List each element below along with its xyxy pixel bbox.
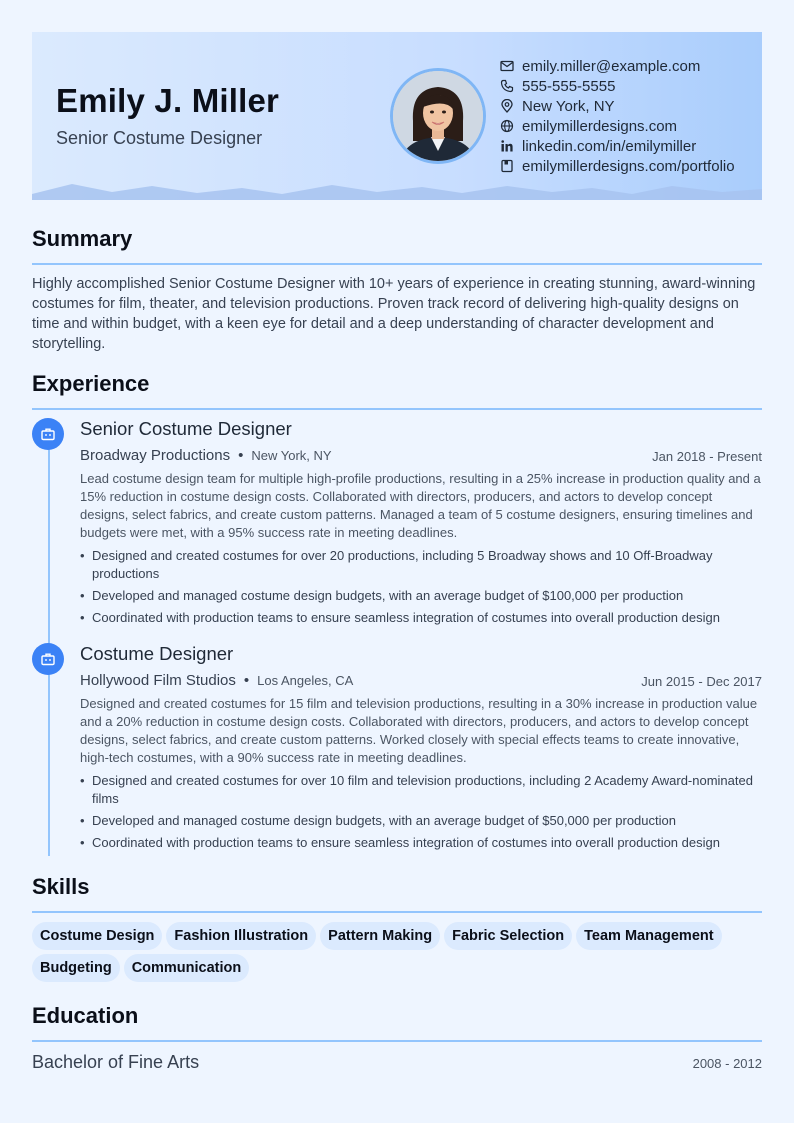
- portfolio-icon: [500, 159, 514, 173]
- contact-location: [500, 96, 735, 116]
- briefcase-icon: [40, 651, 56, 667]
- contact-email-text: emily.miller@example.com: [522, 57, 701, 75]
- achievement-item: • Developed and managed costume design budgets, with an average budget of $100,000 per production: [80, 587, 762, 605]
- skill-chip: Pattern Making: [320, 922, 440, 950]
- contact-website[interactable]: [500, 116, 735, 136]
- skill-chip: Communication: [124, 954, 250, 982]
- job-achievements: [80, 547, 762, 631]
- section-divider: [32, 408, 762, 410]
- job-dates: Jun 2015 - Dec 2017: [641, 674, 762, 689]
- section-title-experience: Experience: [32, 371, 150, 396]
- linkedin-icon: [500, 139, 514, 153]
- summary-text: Highly accomplished Senior Costume Designer with 10+ years of experience in creating stunning, award-winning costumes for film, theater, and television productions. Proven track record of delivering high-quality designs on time and within budget, with a keen eye for detail and a deep understanding of character development and storytelling.: [32, 276, 756, 352]
- email-icon: [500, 59, 514, 73]
- job-title: Senior Costume Designer: [80, 418, 292, 439]
- job-location: Los Angeles, CA: [257, 673, 354, 688]
- job-entry: [32, 418, 762, 634]
- avatar-portrait: [393, 71, 483, 161]
- contact-email[interactable]: [500, 56, 735, 76]
- briefcase-icon: [40, 426, 56, 442]
- job-company: Hollywood Film Studios: [80, 672, 236, 689]
- job-location: New York, NY: [251, 448, 332, 463]
- contact-portfolio-text: emilymillerdesigns.com/portfolio: [522, 157, 735, 175]
- contact-phone[interactable]: [500, 76, 735, 96]
- separator-dot: •: [243, 672, 250, 689]
- contact-linkedin[interactable]: [500, 136, 735, 156]
- contact-linkedin-text: linkedin.com/in/emilymiller: [522, 137, 697, 155]
- achievement-item: • Designed and created costumes for over 10 film and television productions, including 2 Academy Award-nominated films: [80, 772, 762, 808]
- skills-list: [32, 922, 762, 986]
- header-mountains-decoration: [32, 180, 762, 200]
- contact-location-text: New York, NY: [522, 97, 615, 115]
- job-description: Designed and created costumes for 15 film and television productions, resulting in a 30% increase in production value and a 20% reduction in costume design costs. Collaborated with directors, producers, and actors to develop concept designs, select fabrics, and create custom patterns. Worked closely with special effects teams to create innovative, high-tech costumes, with a 90% success rate in meeting deadlines.: [80, 696, 758, 765]
- skill-chip: Fabric Selection: [444, 922, 572, 950]
- achievement-item: • Coordinated with production teams to ensure seamless integration of costumes into overall production design: [80, 609, 762, 627]
- location-icon: [500, 99, 514, 113]
- section-divider: [32, 911, 762, 913]
- phone-icon: [500, 79, 514, 93]
- avatar: [390, 68, 486, 164]
- section-title-skills: Skills: [32, 874, 90, 899]
- education-dates: 2008 - 2012: [692, 1056, 762, 1071]
- job-company: Broadway Productions: [80, 447, 231, 464]
- achievement-item: • Coordinated with production teams to ensure seamless integration of costumes into overall production design: [80, 834, 762, 852]
- achievement-item: • Designed and created costumes for over 20 productions, including 5 Broadway shows and 10 Off-Broadway productions: [80, 547, 762, 583]
- contact-list: [500, 56, 735, 176]
- skill-chip: Team Management: [576, 922, 721, 950]
- job-achievements: [80, 772, 762, 856]
- skill-chip: Budgeting: [32, 954, 120, 982]
- job-dates: Jan 2018 - Present: [652, 449, 762, 464]
- contact-website-text: emilymillerdesigns.com: [522, 117, 678, 135]
- job-dot: [32, 643, 64, 675]
- contact-portfolio[interactable]: [500, 156, 735, 176]
- job-entry: [32, 643, 762, 859]
- section-divider: [32, 263, 762, 265]
- candidate-name: Emily J. Miller: [56, 82, 280, 119]
- job-title: Costume Designer: [80, 643, 234, 664]
- job-company-line: [80, 447, 332, 464]
- section-divider: [32, 1040, 762, 1042]
- job-company-line: [80, 672, 353, 689]
- candidate-title: Senior Costume Designer: [56, 128, 263, 148]
- achievement-item: • Developed and managed costume design budgets, with an average budget of $50,000 per production: [80, 812, 762, 830]
- contact-phone-text: 555-555-5555: [522, 77, 616, 95]
- section-title-summary: Summary: [32, 226, 133, 251]
- skill-chip: Fashion Illustration: [166, 922, 316, 950]
- job-dot: [32, 418, 64, 450]
- section-title-education: Education: [32, 1003, 139, 1028]
- job-description: Lead costume design team for multiple high-profile productions, resulting in a 25% increase in production quality and a 15% reduction in costume design costs. Collaborated with directors, producers, and actors to develop concept designs, select fabrics, and create custom patterns. Managed a team of 5 costume designers, ensuring timelines and budgets were met, with a 95% success rate in meeting deadlines.: [80, 471, 761, 540]
- separator-dot: •: [238, 447, 244, 464]
- skill-chip: Costume Design: [32, 922, 162, 950]
- resume-header: [32, 32, 762, 200]
- globe-icon: [500, 119, 514, 133]
- education-degree: Bachelor of Fine Arts: [32, 1052, 200, 1072]
